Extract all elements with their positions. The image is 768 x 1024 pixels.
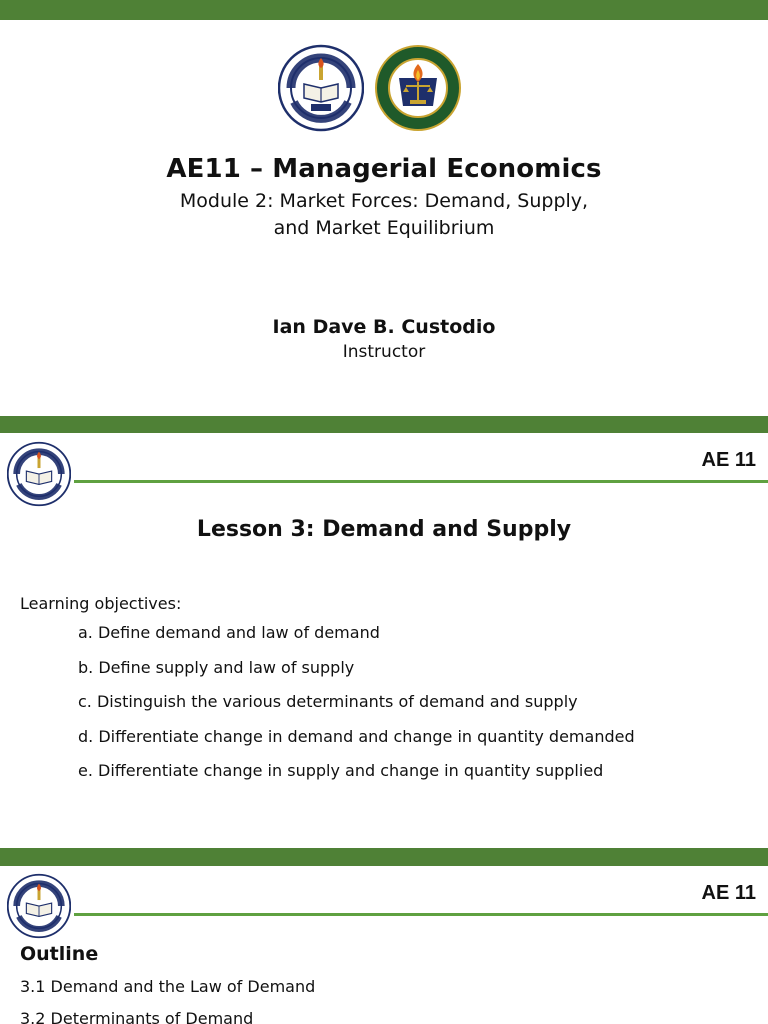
header-rule <box>74 480 768 483</box>
module-subtitle-line-1: Module 2: Market Forces: Demand, Supply, <box>179 190 589 212</box>
course-title: AE11 – Managerial Economics <box>166 154 602 184</box>
outline-slide <box>0 866 768 1024</box>
objective-item: a. Define demand and law of demand <box>78 623 380 642</box>
objective-item: b. Define supply and law of supply <box>78 657 355 677</box>
objectives-list <box>78 623 635 796</box>
lesson-title: Lesson 3: Demand and Supply <box>196 517 572 542</box>
logo-row <box>0 44 768 132</box>
lesson-slide <box>0 433 768 848</box>
western-leyte-college-seal-icon <box>278 44 364 132</box>
slide-separator-1 <box>0 416 768 433</box>
slide-separator-2 <box>0 848 768 866</box>
outline-title: Outline <box>20 943 99 965</box>
course-code: AE 11 <box>701 449 756 471</box>
accountancy-business-seal-icon <box>375 44 461 132</box>
module-subtitle <box>0 188 768 242</box>
objective-item: c. Distinguish the various determinants of demand and supply <box>78 692 578 711</box>
top-green-band <box>0 0 768 20</box>
title-slide <box>0 20 768 416</box>
objective-item: d. Differentiate change in demand and change in quantity demanded <box>78 726 635 746</box>
outline-item: 3.1 Demand and the Law of Demand <box>20 977 316 996</box>
presenter-name: Ian Dave B. Custodio <box>272 316 496 338</box>
objectives-label: Learning objectives: <box>20 594 182 613</box>
outline-list <box>20 976 315 1024</box>
module-subtitle-line-2: and Market Equilibrium <box>273 217 495 239</box>
objective-item: e. Differentiate change in supply and change in quantity supplied <box>78 761 604 780</box>
presenter-role: Instructor <box>342 342 426 362</box>
western-leyte-college-seal-icon <box>7 873 71 939</box>
western-leyte-college-seal-icon <box>7 441 71 507</box>
outline-item: 3.2 Determinants of Demand <box>20 1009 254 1024</box>
header-rule <box>74 913 768 916</box>
course-code: AE 11 <box>701 882 756 904</box>
